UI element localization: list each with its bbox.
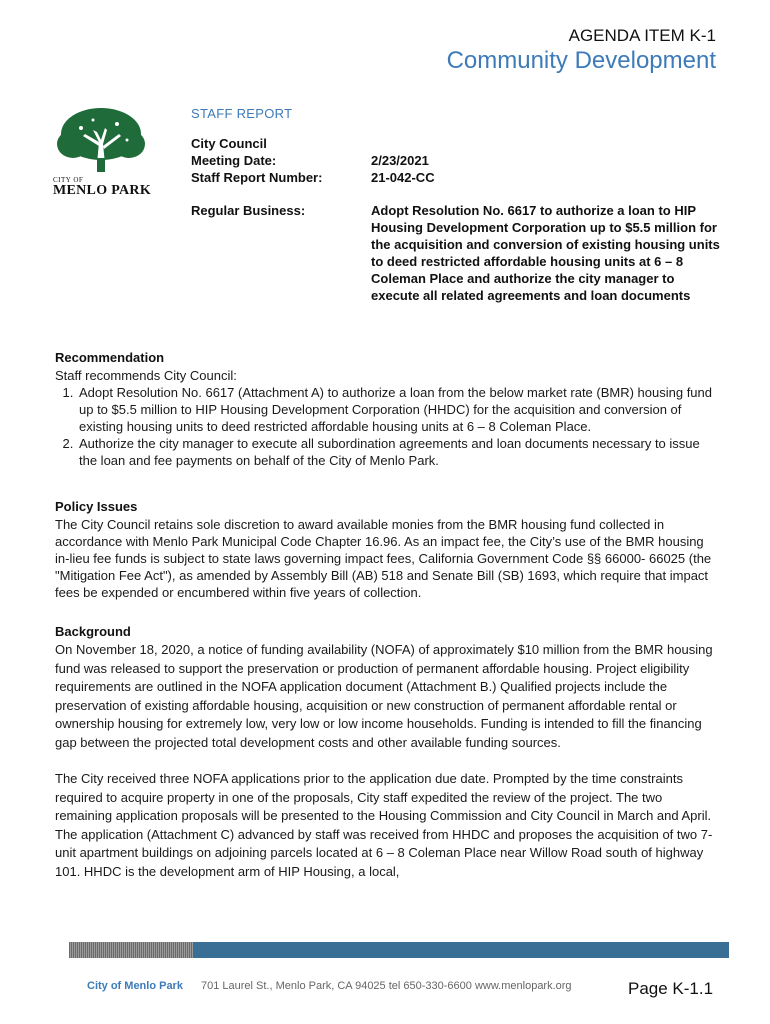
page-number: Page K-1.1: [628, 979, 714, 998]
recommendation-item: 2. Authorize the city manager to execute all subordination agreements and loan documents necessary to issue the loan and fee payments on behalf of the City of Menlo Park.: [77, 435, 719, 469]
footer-bar-pattern: [69, 942, 193, 958]
meeting-date-value: 2/23/2021: [371, 153, 429, 168]
recommendation-list: [55, 384, 719, 469]
footer-address: 701 Laurel St., Menlo Park, CA 94025 tel 650-330-6600 www.menlopark.org: [201, 980, 572, 992]
policy-heading: Policy Issues: [55, 499, 138, 514]
staff-report-label: STAFF REPORT: [191, 106, 293, 121]
recommendation-heading: Recommendation: [55, 350, 165, 365]
department-title: Community Development: [446, 47, 716, 74]
footer-city: City of Menlo Park: [87, 980, 183, 992]
recommendation-section: [55, 349, 719, 469]
logo-name: MENLO PARK: [53, 183, 152, 198]
policy-section: [55, 498, 719, 601]
background-heading: Background: [55, 624, 131, 639]
report-number-label: Staff Report Number:: [191, 170, 323, 185]
policy-text: The City Council retains sole discretion to award available monies from the BMR housing fund collected in accordance with Menlo Park Municipal Code Chapter 16.96. As an impact fee, the City’s use of the BMR housing in-lieu fee funds is subject to state laws governing impact fees, California Government Code §§ 66000- 66025 (the "Mitigation Fee Act"), as amended by Assembly Bill (AB) 518 and Senate Bill (SB) 1693, which require that impact fees be expended or encumbered within five years of collection.: [55, 517, 712, 600]
business-text: Adopt Resolution No. 6617 to authorize a loan to HIP Housing Development Corporation up to $5.5 million for the acquisition and conversion of existing housing units to deed restricted affordable housing units at 6 – 8 Coleman Place and authorize the city manager to execute all related agreements and loan documents: [371, 203, 720, 303]
report-number-value: 21-042-CC: [371, 170, 435, 185]
recommendation-intro: Staff recommends City Council:: [55, 368, 237, 383]
recommendation-item: 1. Adopt Resolution No. 6617 (Attachment A) to authorize a loan from the below market rate (BMR) housing fund up to $5.5 million to HIP Housing Development Corporation (HHDC) for the acquisition and conversion of existing housing units to deed restricted affordable housing units at 6 – 8 Coleman Place.: [77, 384, 719, 435]
report-body: City Council: [191, 136, 267, 151]
agenda-item-label: AGENDA ITEM K-1: [568, 26, 716, 45]
background-section: [55, 623, 719, 881]
logo-city-of: CITY OF: [53, 176, 84, 184]
background-para-1: On November 18, 2020, a notice of funding availability (NOFA) of approximately $10 million from the BMR housing fund was released to support the preservation or production of permanent affordable housing. Project eligibility requirements are outlined in the NOFA application document (Attachment B.) Qualified projects include the preservation of existing affordable housing, acquisition or new construction of permanent affordable rental or ownership housing for extremely low, very low or low income households. Funding is intended to fill the financing gap between the projected total development costs and other available funding sources.: [55, 642, 713, 750]
meeting-date-label: Meeting Date:: [191, 153, 277, 168]
business-label: Regular Business:: [191, 203, 306, 218]
background-para-2: The City received three NOFA applications prior to the application due date. Prompted by the time constraints required to acquire property in one of the proposals, City staff expedited the review of the project. The two remaining application proposals will be presented to the Housing Commission and City Council in March and April. The application (Attachment C) advanced by staff was received from HHDC and proposes the acquisition of two 7-unit apartment buildings on adjoining parcels located at 6 – 8 Coleman Place near Willow Road south of highway 101. HHDC is the development arm of HIP Housing, a local,: [55, 771, 713, 879]
